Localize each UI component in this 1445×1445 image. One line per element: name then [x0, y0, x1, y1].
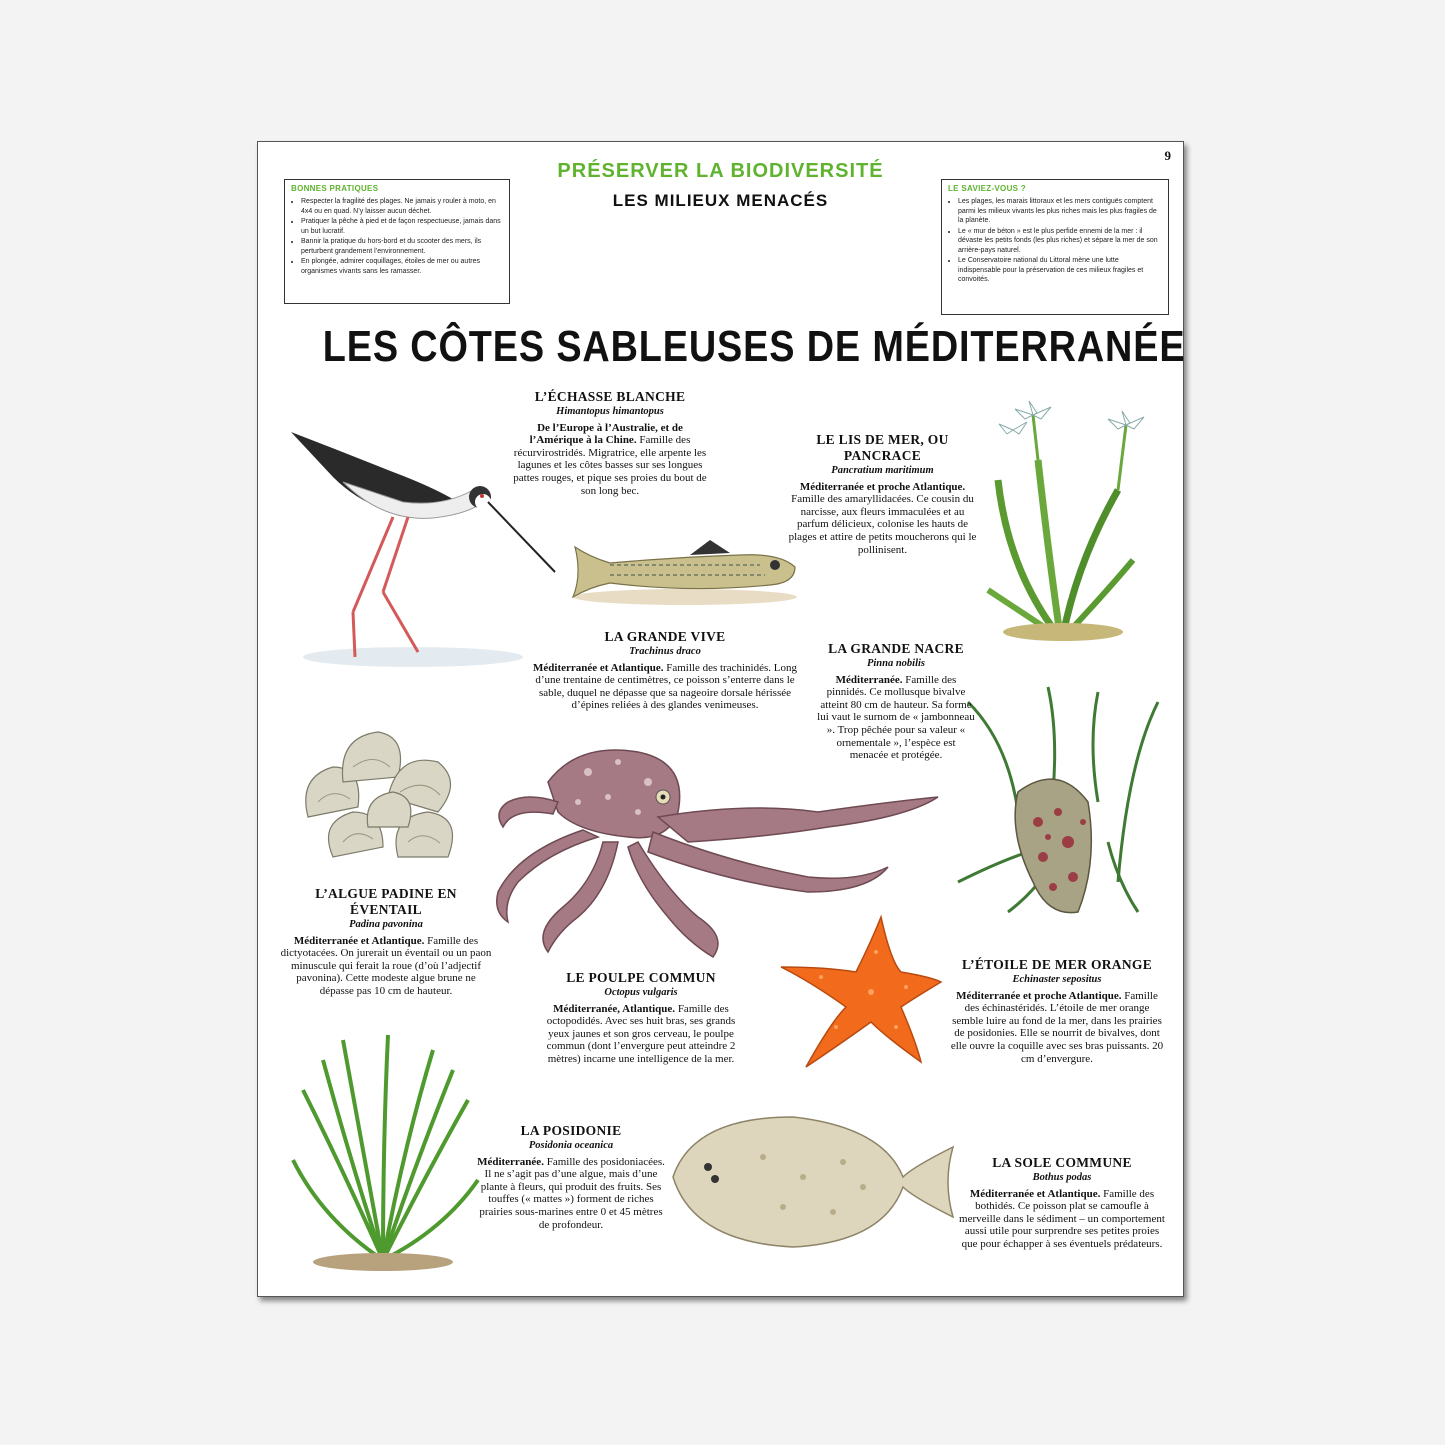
species-range: Méditerranée.: [835, 673, 903, 686]
species-range: Méditerranée et proche Atlantique.: [956, 989, 1122, 1002]
poster-page: [257, 141, 1184, 1297]
species-name: L’ÉCHASSE BLANCHE: [534, 389, 686, 404]
species-scientific-name: Bothus podas: [1032, 1172, 1092, 1183]
species-range: Méditerranée et Atlantique.: [969, 1187, 1101, 1200]
species-sea-lily: [785, 432, 980, 556]
starfish-illustration: [776, 912, 946, 1072]
species-description: Famille des récurvirostridés. Migratrice, elle arpente les lagunes et les côtes basses sur ses longues pattes rouges, et pique ses proies du bout de son long bec.: [513, 434, 707, 497]
section-kicker: PRÉSERVER LA BIODIVERSITÉ: [557, 160, 884, 182]
species-name: L’ALGUE PADINE EN ÉVENTAIL: [315, 886, 457, 917]
species-description: Famille des bothidés. Ce poisson plat se camoufle à merveille dans le sédiment – un comportement aussi utile pour surprendre ses petites proies que pour échapper à ses éventuels prédateurs.: [959, 1187, 1165, 1250]
species-scientific-name: Pancratium maritimum: [831, 465, 934, 476]
species-name: LE LIS DE MER, OU PANCRACE: [816, 432, 949, 463]
species-pen-shell: [816, 641, 976, 762]
good-practice-item: • Respecter la fragilité des plages. Ne jamais y rouler à moto, en 4x4 ou en quad. N’y laisser aucun déchet.: [301, 197, 503, 216]
did-you-know-box: [941, 179, 1169, 315]
good-practice-item: • En plongée, admirer coquillages, étoiles de mer ou autres organismes vivants sans les ramasser.: [301, 257, 503, 276]
section-subkicker: LES MILIEUX MENACÉS: [612, 191, 829, 210]
pen-shell-illustration: [948, 682, 1173, 927]
species-scientific-name: Echinaster sepositus: [1012, 974, 1102, 985]
species-name: LA GRANDE NACRE: [828, 641, 964, 656]
species-description: Famille des amaryllidacées. Ce cousin du narcisse, aux fleurs immaculées et au parfum délicieux, colonise les hauts de plages et attire de petits moucherons qui le pollinisent.: [788, 493, 977, 556]
species-name: LA POSIDONIE: [520, 1123, 622, 1138]
species-description: Famille des octopodidés. Avec ses huit bras, ses grands yeux jaunes et son gros cerveau, le poulpe commun (dont l’envergure peut atteindre 2 mètres) incarne une intelligence de la mer.: [546, 1002, 736, 1065]
species-description: Famille des échinastéridés. L’étoile de mer orange semble luire au fond de la mer, dans les prairies de posidonies. Elle se nourrit de bivalves, dont elle ouvre la coquille avec ses bras puissants. 20 cm d’envergure.: [950, 989, 1164, 1065]
species-description: Famille des posidoniacées. Il ne s’agit pas d’une algue, mais d’une plante à fleurs, qui produit des fruits. Ses touffes (« mattes ») forment de riches prairies sous-marines entre 0 et 45 mètres de profondeur.: [479, 1155, 665, 1231]
good-practice-item: • Pratiquer la pêche à pied et de façon respectueuse, jamais dans un but lucratif.: [301, 217, 503, 236]
species-posidonia: [475, 1123, 667, 1231]
did-you-know-item: • Le « mur de béton » est le plus perfide ennemi de la mer : il dévaste les petits fonds (les plus riches) et sépare la mer de son arrière-pays naturel.: [958, 227, 1162, 256]
padina-algae-illustration: [288, 707, 488, 872]
species-description: Famille des dictyotacées. On jurerait un éventail ou un paon minuscule qui ferait la roue (d’où l’adjectif pavonina). Cette modeste algue brune ne dépasse pas 10 cm de hauteur.: [280, 934, 492, 997]
species-sole: [958, 1155, 1166, 1251]
species-scientific-name: Padina pavonina: [349, 919, 423, 930]
species-range: Méditerranée et Atlantique.: [293, 934, 425, 947]
species-range: Méditerranée.: [477, 1155, 544, 1168]
species-range: De l’Europe à l’Australie, et de l’Amérique à la Chine.: [529, 421, 683, 447]
species-starfish: [948, 957, 1166, 1065]
species-scientific-name: Octopus vulgaris: [604, 987, 678, 998]
species-scientific-name: Trachinus draco: [629, 646, 701, 657]
species-description: Famille des trachinidés. Long d’une trentaine de centimètres, ce poisson s’enterre dans le sable, duquel ne dépasse que sa nageoire dorsale hérissée d’épines reliées à des glandes venimeuses.: [535, 661, 797, 712]
species-scientific-name: Pinna nobilis: [866, 658, 926, 669]
species-range: Méditerranée et Atlantique.: [533, 661, 664, 674]
species-stilt: [510, 389, 710, 497]
species-scientific-name: Himantopus himantopus: [556, 406, 664, 417]
good-practices-box: [284, 179, 510, 304]
did-you-know-item: • Les plages, les marais littoraux et les mers contiguës comptent parmi les milieux vivants les plus riches mais les plus fragiles de la planète.: [958, 197, 1162, 226]
did-you-know-title: LE SAVIEZ-VOUS ?: [948, 184, 1026, 193]
did-you-know-item: • Le Conservatoire national du Littoral mène une lutte indispensable pour la préservation de ces milieux fragiles et convoités.: [958, 256, 1162, 285]
species-weever: [530, 629, 800, 712]
sea-lily-illustration: [978, 400, 1138, 640]
good-practice-item: • Bannir la pratique du hors-bord et du scooter des mers, ils perturbent grandement l’environnement.: [301, 237, 503, 256]
species-range: Méditerranée, Atlantique.: [553, 1002, 676, 1015]
species-name: LE POULPE COMMUN: [566, 970, 716, 985]
good-practices-title: BONNES PRATIQUES: [291, 184, 379, 193]
page-title: LES CÔTES SABLEUSES DE MÉDITERRANÉE: [322, 322, 1186, 371]
species-octopus: [541, 970, 741, 1066]
posidonia-illustration: [283, 1030, 483, 1275]
species-scientific-name: Posidonia oceanica: [528, 1140, 614, 1151]
species-description: Famille des pinnidés. Ce mollusque bivalve atteint 80 cm de hauteur. Sa forme lui vaut le surnom de « jambonneau ». Trop pêchée pour sa valeur « ornementale », l’espèce est menacée et protégée.: [817, 673, 975, 762]
species-name: LA SOLE COMMUNE: [992, 1155, 1132, 1170]
sole-fish-illustration: [663, 1107, 963, 1257]
species-range: Méditerranée et proche Atlantique.: [799, 480, 966, 493]
species-padina: [280, 886, 492, 998]
species-name: LA GRANDE VIVE: [604, 629, 726, 644]
weever-fish-illustration: [570, 535, 802, 610]
page-number: 9: [1164, 148, 1171, 163]
species-name: L’ÉTOILE DE MER ORANGE: [961, 957, 1153, 972]
